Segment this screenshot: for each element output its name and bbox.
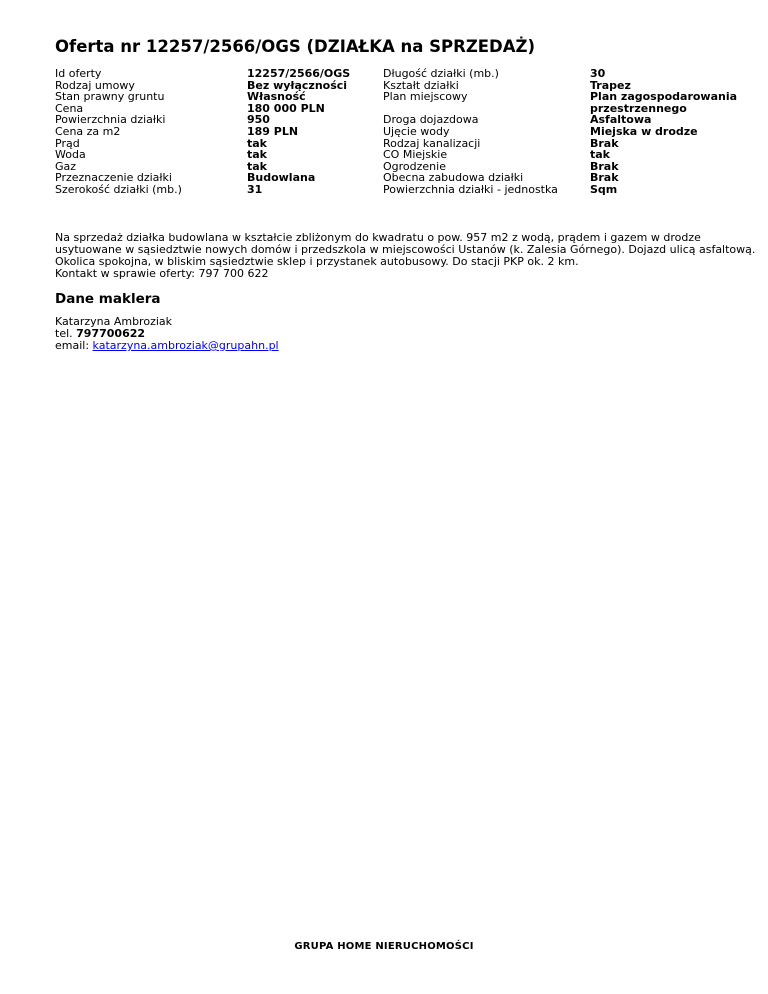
description-line: Kontakt w sprawie oferty: 797 700 622 [55,267,269,280]
spec-value: tak [590,148,610,162]
spec-label: Szerokość działki (mb.) [55,182,182,196]
spec-value: Trapez [590,78,631,92]
spec-label: Prąd [55,136,80,150]
spec-value: Asfaltowa [590,113,652,127]
agent-phone: 797700622 [76,327,146,340]
spec-value: Brak [590,136,619,150]
spec-value: Brak [590,159,619,173]
spec-row [55,126,755,138]
agent-email-line [55,340,279,352]
spec-label: Plan miejscowy [383,90,468,104]
specs-table [55,68,755,196]
spec-value: Budowlana [247,171,316,185]
spec-label: Powierzchnia działki - jednostka [383,182,558,196]
spec-label: Ujęcie wody [383,124,450,138]
agent-name: Katarzyna Ambroziak [55,315,173,328]
spec-value: Plan zagospodarowania [590,90,738,104]
spec-label: Powierzchnia działki [55,113,166,127]
spec-value: tak [247,136,267,150]
description-line: usytuowane w sąsiedztwie nowych domów i przedszkola w miejscowości Ustanów (k. Zalesia Górnego). Dojazd ulicą asfaltową. [55,243,756,256]
agent-email-link[interactable]: katarzyna.ambroziak@grupahn.pl [92,339,279,352]
spec-label: Obecna zabudowa działki [383,171,524,185]
description-line: Na sprzedaż działka budowlana w kształcie zbliżonym do kwadratu o pow. 957 m2 z wodą, prądem i gazem w drodze [55,231,701,244]
spec-label: Przeznaczenie działki [55,171,172,185]
spec-value: 180 000 PLN [247,101,325,115]
spec-value: 31 [247,182,263,196]
offer-description [55,231,756,280]
agent-details [55,316,279,352]
spec-label: Woda [55,148,86,162]
spec-value: 30 [590,67,606,80]
spec-label: Cena za m2 [55,124,121,138]
spec-label: Cena [55,101,84,115]
spec-label: Kształt działki [383,78,459,92]
spec-row [55,149,755,161]
spec-value: 12257/2566/OGS [247,67,351,80]
spec-value: Sqm [590,182,618,196]
email-label: email: [55,339,90,352]
spec-label: Długość działki (mb.) [383,67,499,80]
offer-title: Oferta nr 12257/2566/OGS (DZIAŁKA na SPRZEDAŻ) [55,37,536,56]
spec-label: Ogrodzenie [383,159,446,173]
spec-value: 189 PLN [247,124,299,138]
spec-value: 950 [247,113,270,127]
phone-label: tel. [55,327,73,340]
spec-value: tak [247,148,267,162]
spec-label: Gaz [55,159,77,173]
spec-label: CO Miejskie [383,148,448,162]
spec-row [55,184,755,196]
spec-label: Rodzaj kanalizacji [383,136,481,150]
spec-value: Bez wyłączności [247,78,348,92]
spec-value: Własność [247,90,306,104]
spec-row [55,68,755,80]
spec-label: Stan prawny gruntu [55,90,165,104]
spec-label: Id oferty [55,67,102,80]
spec-value: przestrzennego [590,101,687,115]
spec-label: Droga dojazdowa [383,113,479,127]
spec-value: Brak [590,171,619,185]
agent-heading: Dane maklera [55,291,161,307]
spec-value: tak [247,159,267,173]
spec-label: Rodzaj umowy [55,78,135,92]
company-footer: GRUPA HOME NIERUCHOMOŚCI [294,941,474,952]
spec-value: Miejska w drodze [590,124,698,138]
description-line: Okolica spokojna, w bliskim sąsiedztwie sklep i przystanek autobusowy. Do stacji PKP ok. 2 km. [55,255,579,268]
